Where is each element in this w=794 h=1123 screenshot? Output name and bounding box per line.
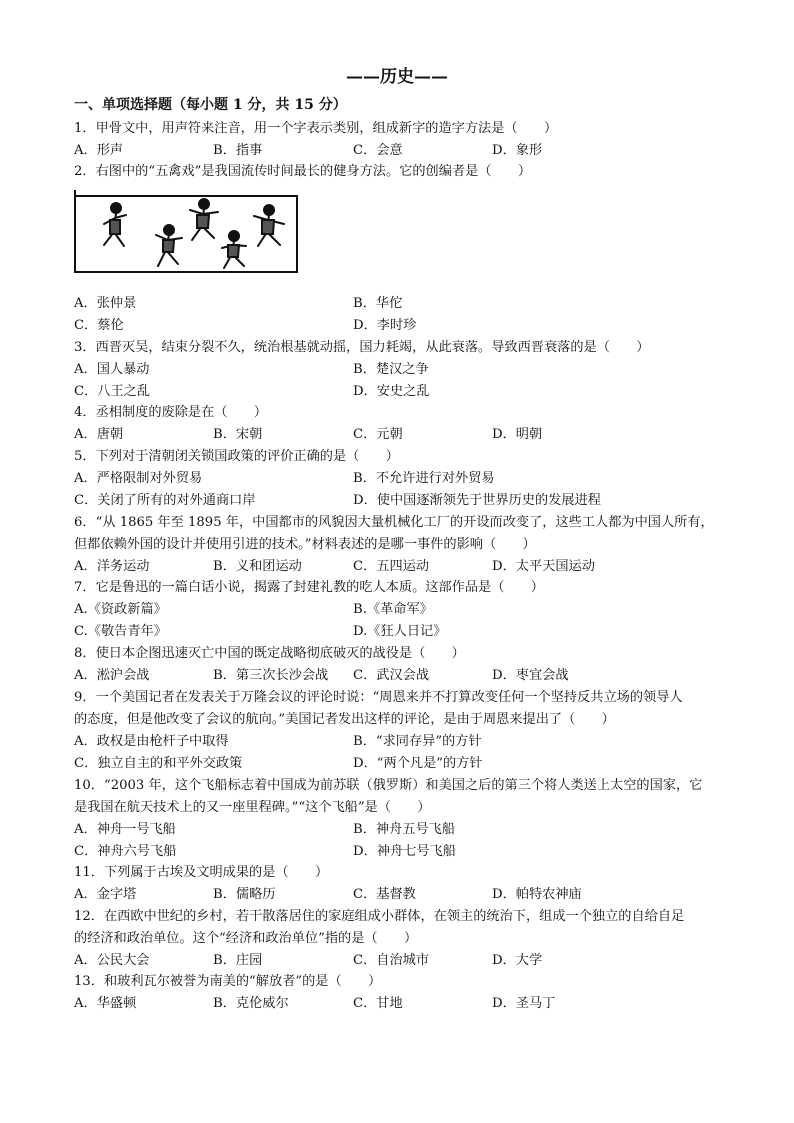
q12-option-b: B．庄园	[213, 953, 263, 968]
question-8: 8．使日本企图迅速灭亡中国的既定战略彻底破灭的战役是（ ）	[74, 646, 465, 661]
q11-option-c: C．基督教	[353, 887, 416, 902]
question-7: 7．它是鲁迅的一篇白话小说，揭露了封建礼教的吃人本质。这部作品是（ ）	[74, 580, 544, 595]
q1-option-a: A．形声	[74, 143, 124, 158]
q9-option-d: D．“两个凡是”的方针	[353, 756, 483, 771]
q11-option-b: B．儒略历	[213, 887, 276, 902]
question-4: 4．丞相制度的废除是在（ ）	[74, 405, 268, 420]
question-13: 13．和玻利瓦尔被誉为南美的“解放者”的是（ ）	[74, 974, 382, 989]
q5-option-d: D．使中国逐渐领先于世界历史的发展进程	[353, 493, 601, 508]
q2-option-a: A．张仲景	[74, 296, 137, 311]
q5-option-c: C．关闭了所有的对外通商口岸	[74, 493, 256, 508]
q12-option-a: A．公民大会	[74, 953, 150, 968]
q11-option-d: D．帕特农神庙	[492, 887, 582, 902]
q2-option-d: D．李时珍	[353, 318, 417, 333]
question-3: 3．西晋灭吴，结束分裂不久，统治根基就动摇，国力耗竭，从此衰落。导致西晋衰落的是（ ）	[74, 340, 650, 355]
q6-option-c: C．五四运动	[353, 559, 430, 574]
q4-option-b: B．宋朝	[213, 427, 263, 442]
five-animal-exercise-figure	[74, 190, 298, 274]
q10-option-d: D．神舟七号飞船	[353, 844, 456, 859]
section-heading: 一、单项选择题（每小题 1 分，共 15 分）	[74, 97, 347, 113]
q7-option-b: B.《革命军》	[353, 602, 433, 617]
q3-option-a: A．国人暴动	[74, 362, 150, 377]
q1-option-c: C．会意	[353, 143, 403, 158]
q3-option-b: B．楚汉之争	[353, 362, 429, 377]
q2-option-c: C．蔡伦	[74, 318, 124, 333]
q4-option-a: A．唐朝	[74, 427, 124, 442]
q2-option-b: B．华佗	[353, 296, 403, 311]
q6-option-d: D．太平天国运动	[492, 559, 595, 574]
q4-option-d: D．明朝	[492, 427, 543, 442]
question-5: 5．下列对于清朝闭关锁国政策的评价正确的是（ ）	[74, 449, 399, 464]
q5-option-b: B．不允许进行对外贸易	[353, 471, 495, 486]
q3-option-c: C．八王之乱	[74, 384, 151, 399]
question-10-line-1: 10．“2003 年，这个飞船标志着中国成为前苏联（俄罗斯）和美国之后的第三个将人类送上太空的国家，它	[74, 778, 703, 793]
q8-option-b: B．第三次长沙会战	[213, 668, 329, 683]
q8-option-c: C．武汉会战	[353, 668, 430, 683]
q5-option-a: A．严格限制对外贸易	[74, 471, 203, 486]
q8-option-a: A．淞沪会战	[74, 668, 150, 683]
q9-option-c: C．独立自主的和平外交政策	[74, 756, 243, 771]
question-6-line-2: 但都依赖外国的设计并使用引进的技术。”材料表述的是哪一事件的影响（ ）	[74, 537, 536, 552]
q4-option-c: C．元朝	[353, 427, 403, 442]
question-9-line-1: 9．一个美国记者在发表关于万隆会议的评论时说：“周恩来并不打算改变任何一个坚持反共立场的领导人	[74, 690, 683, 705]
question-11: 11．下列属于古埃及文明成果的是（ ）	[74, 865, 329, 880]
question-10-line-2: 是我国在航天技术上的又一座里程碑。”“这个飞船”是（ ）	[74, 800, 431, 815]
q13-option-b: B．克伦威尔	[213, 996, 289, 1011]
q6-option-b: B．义和团运动	[213, 559, 302, 574]
q13-option-d: D．圣马丁	[492, 996, 556, 1011]
q1-option-b: B．指事	[213, 143, 263, 158]
page-title: ——历史——	[346, 67, 448, 87]
q3-option-d: D．安史之乱	[353, 384, 430, 399]
q10-option-b: B．神舟五号飞船	[353, 822, 456, 837]
q10-option-a: A．神舟一号飞船	[74, 822, 176, 837]
q13-option-a: A．华盛顿	[74, 996, 137, 1011]
q7-option-d: D.《狂人日记》	[353, 624, 447, 639]
q9-option-b: B．“求同存异”的方针	[353, 734, 482, 749]
q9-option-a: A．政权是由枪杆子中取得	[74, 734, 229, 749]
question-2: 2．右图中的“五禽戏”是我国流传时间最长的健身方法。它的创编者是（ ）	[74, 164, 532, 179]
q13-option-c: C．甘地	[353, 996, 403, 1011]
q1-option-d: D．象形	[492, 143, 543, 158]
q10-option-c: C．神舟六号飞船	[74, 844, 177, 859]
q8-option-d: D．枣宜会战	[492, 668, 569, 683]
question-12-line-2: 的经济和政治单位。这个“经济和政治单位”指的是（ ）	[74, 931, 418, 946]
question-6-line-1: 6．“从 1865 年至 1895 年，中国都市的风貌因大量机械化工厂的开设而改变了，这些工人都为中国人所有，	[74, 515, 714, 530]
question-1: 1．甲骨文中，用声符来注音，用一个字表示类别，组成新字的造字方法是（ ）	[74, 121, 558, 136]
q7-option-a: A.《资政新篇》	[74, 602, 167, 617]
five-animal-exercise-icon	[74, 190, 298, 274]
q11-option-a: A．金字塔	[74, 887, 137, 902]
q6-option-a: A．洋务运动	[74, 559, 150, 574]
question-12-line-1: 12．在西欧中世纪的乡村，若干散落居住的家庭组成小群体，在领主的统治下，组成一个独立的自给自足	[74, 909, 685, 924]
question-9-line-2: 的态度，但是他改变了会议的航向。”美国记者发出这样的评论，是由于周恩来提出了（ ）	[74, 712, 615, 727]
q7-option-c: C.《敬告青年》	[74, 624, 167, 639]
q12-option-d: D．大学	[492, 953, 543, 968]
q12-option-c: C．自治城市	[353, 953, 430, 968]
